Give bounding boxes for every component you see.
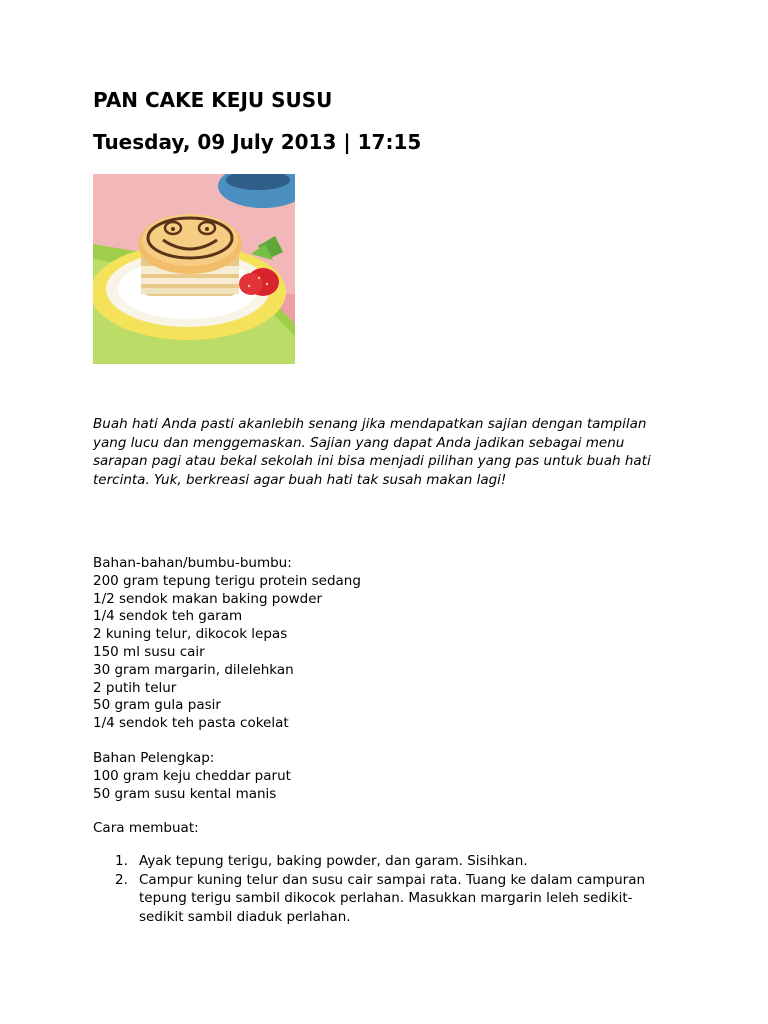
complement-section [93, 750, 693, 803]
method-step [115, 871, 675, 927]
method-heading: Cara membuat: [93, 820, 199, 836]
ingredient-item: 1/4 sendok teh garam [93, 608, 243, 625]
method-steps [115, 852, 675, 926]
document-page [93, 0, 693, 1024]
ingredients-heading: Bahan-bahan/bumbu-bumbu: [93, 555, 292, 571]
step-text: Campur kuning telur dan susu cair sampai rata. Tuang ke dalam campuran tepung terigu sambil dikocok perlahan. Masukkan margarin leleh sedikit-sedikit sambil diaduk perlahan. [139, 871, 646, 925]
ingredient-item: 1/4 sendok teh pasta cokelat [93, 715, 289, 732]
method-step [115, 852, 675, 871]
step-number: 2. [115, 871, 128, 888]
ingredient-item: 200 gram tepung terigu protein sedang [93, 572, 361, 589]
ingredient-item: 30 gram margarin, dilelehkan [93, 661, 294, 678]
complement-item: 50 gram susu kental manis [93, 785, 277, 802]
step-number: 1. [115, 853, 128, 869]
step-text: Ayak tepung terigu, baking powder, dan garam. Sisihkan. [139, 853, 528, 869]
ingredient-item: 2 kuning telur, dikocok lepas [93, 626, 288, 643]
pancake-photo [93, 174, 295, 364]
ingredient-item: 2 putih telur [93, 679, 177, 696]
ingredient-item: 50 gram gula pasir [93, 697, 221, 714]
method-section [93, 820, 693, 838]
complement-item: 100 gram keju cheddar parut [93, 767, 291, 784]
intro-paragraph: Buah hati Anda pasti akanlebih senang jika mendapatkan sajian dengan tampilan yang lucu dan menggemaskan. Sajian yang dapat Anda jadikan sebagai menu sarapan pagi atau bekal sekolah ini bisa menjadi pilihan yang pas untuk buah hati tercinta. Yuk, berkreasi agar buah hati tak susah makan lagi! [93, 416, 651, 488]
ingredient-item: 150 ml susu cair [93, 643, 205, 660]
ingredient-item: 1/2 sendok makan baking powder [93, 590, 323, 607]
ingredients-section [93, 555, 693, 733]
recipe-date: Tuesday, 09 July 2013 | 17:15 [93, 130, 422, 154]
complement-heading: Bahan Pelengkap: [93, 750, 215, 766]
recipe-title: PAN CAKE KEJU SUSU [93, 88, 333, 112]
